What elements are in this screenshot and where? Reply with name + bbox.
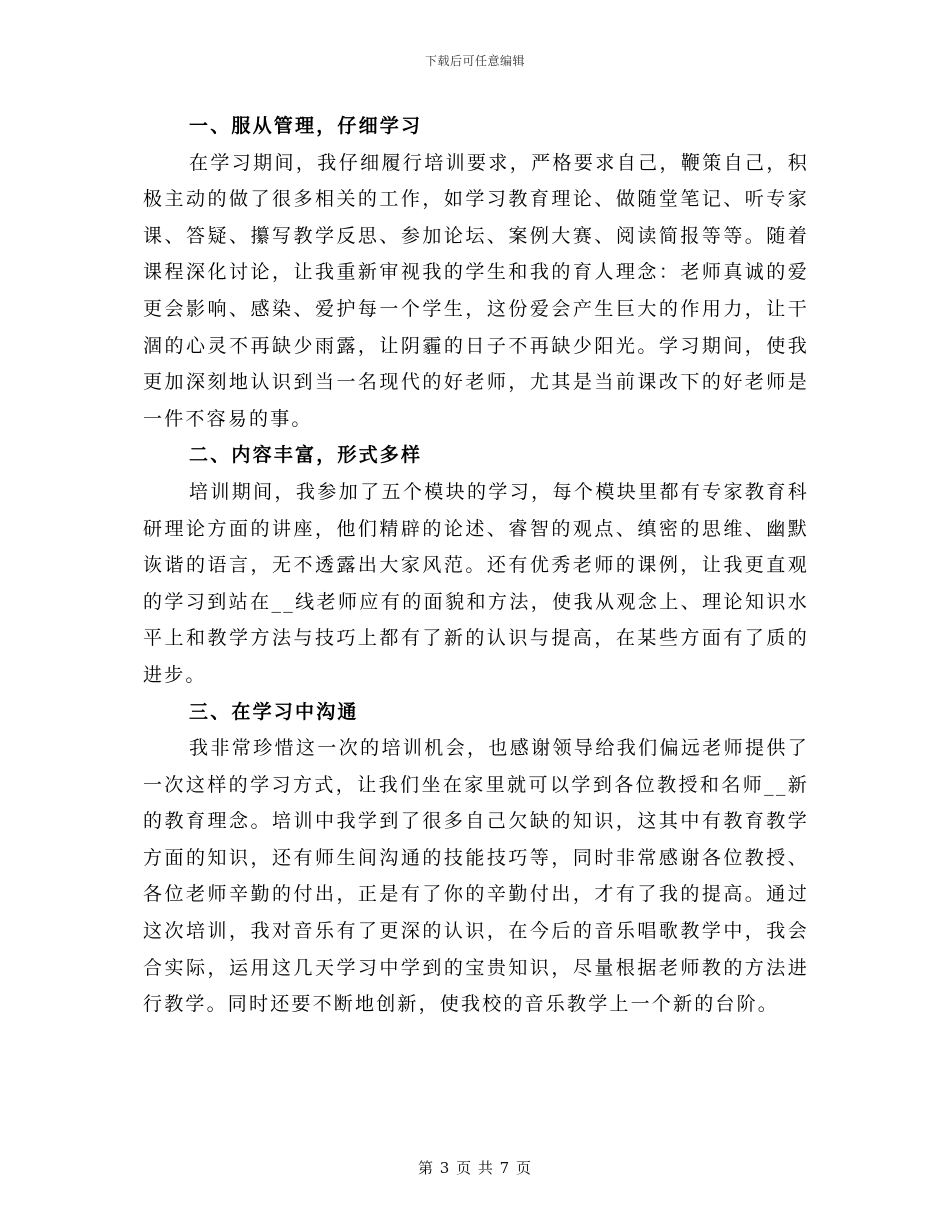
section-paragraph-3: 我非常珍惜这一次的培训机会，也感谢领导给我们偏远老师提供了一次这样的学习方式，让我们坐在家里就可以学到各位教授和名师__新的教育理念。培训中我学到了很多自己欠缺的知识，这其中有教育教学方面的知识，还有师生间沟通的技能技巧等，同时非常感谢各位教授、各位老师辛勤的付出，正是有了你的辛勤付出，才有了我的提高。通过这次培训，我对音乐有了更深的认识，在今后的音乐唱歌教学中，我会合实际，运用这几天学习中学到的宝贵知识，尽量根据老师教的方法进行教学。同时还要不断地创新，使我校的音乐教学上一个新的台阶。 — [143, 737, 809, 1016]
document-body — [143, 108, 809, 1023]
page-header: 下载后可任意编辑 — [424, 54, 525, 68]
section-paragraph-2: 培训期间，我参加了五个模块的学习，每个模块里都有专家教育科研理论方面的讲座，他们精辟的论述、睿智的观点、缜密的思维、幽默诙谐的语言，无不透露出大家风范。还有优秀老师的课例，让我更直观的学习到站在__线老师应有的面貌和方法，使我从观念上、理论知识水平上和教学方法与技巧上都有了新的认识与提高，在某些方面有了质的进步。 — [143, 480, 809, 686]
section-heading-1: 一、服从管理，仔细学习 — [189, 115, 423, 137]
section-heading-3: 三、在学习中沟通 — [189, 700, 359, 723]
section-paragraph-1: 在学习期间，我仔细履行培训要求，严格要求自己，鞭策自己，积极主动的做了很多相关的工作，如学习教育理论、做随堂笔记、听专家课、答疑、攥写教学反思、参加论坛、案例大赛、阅读简报等等。随着课程深化讨论，让我重新审视我的学生和我的育人理念：老师真诚的爱更会影响、感染、爱护每一个学生，这份爱会产生巨大的作用力，让干涸的心灵不再缺少雨露，让阴霾的日子不再缺少阳光。学习期间，使我更加深刻地认识到当一名现代的好老师，尤其是当前课改下的好老师是一件不容易的事。 — [143, 151, 809, 430]
page-number: 第 3 页 共 7 页 — [418, 1159, 532, 1177]
section-heading-2: 二、内容丰富，形式多样 — [189, 444, 423, 467]
